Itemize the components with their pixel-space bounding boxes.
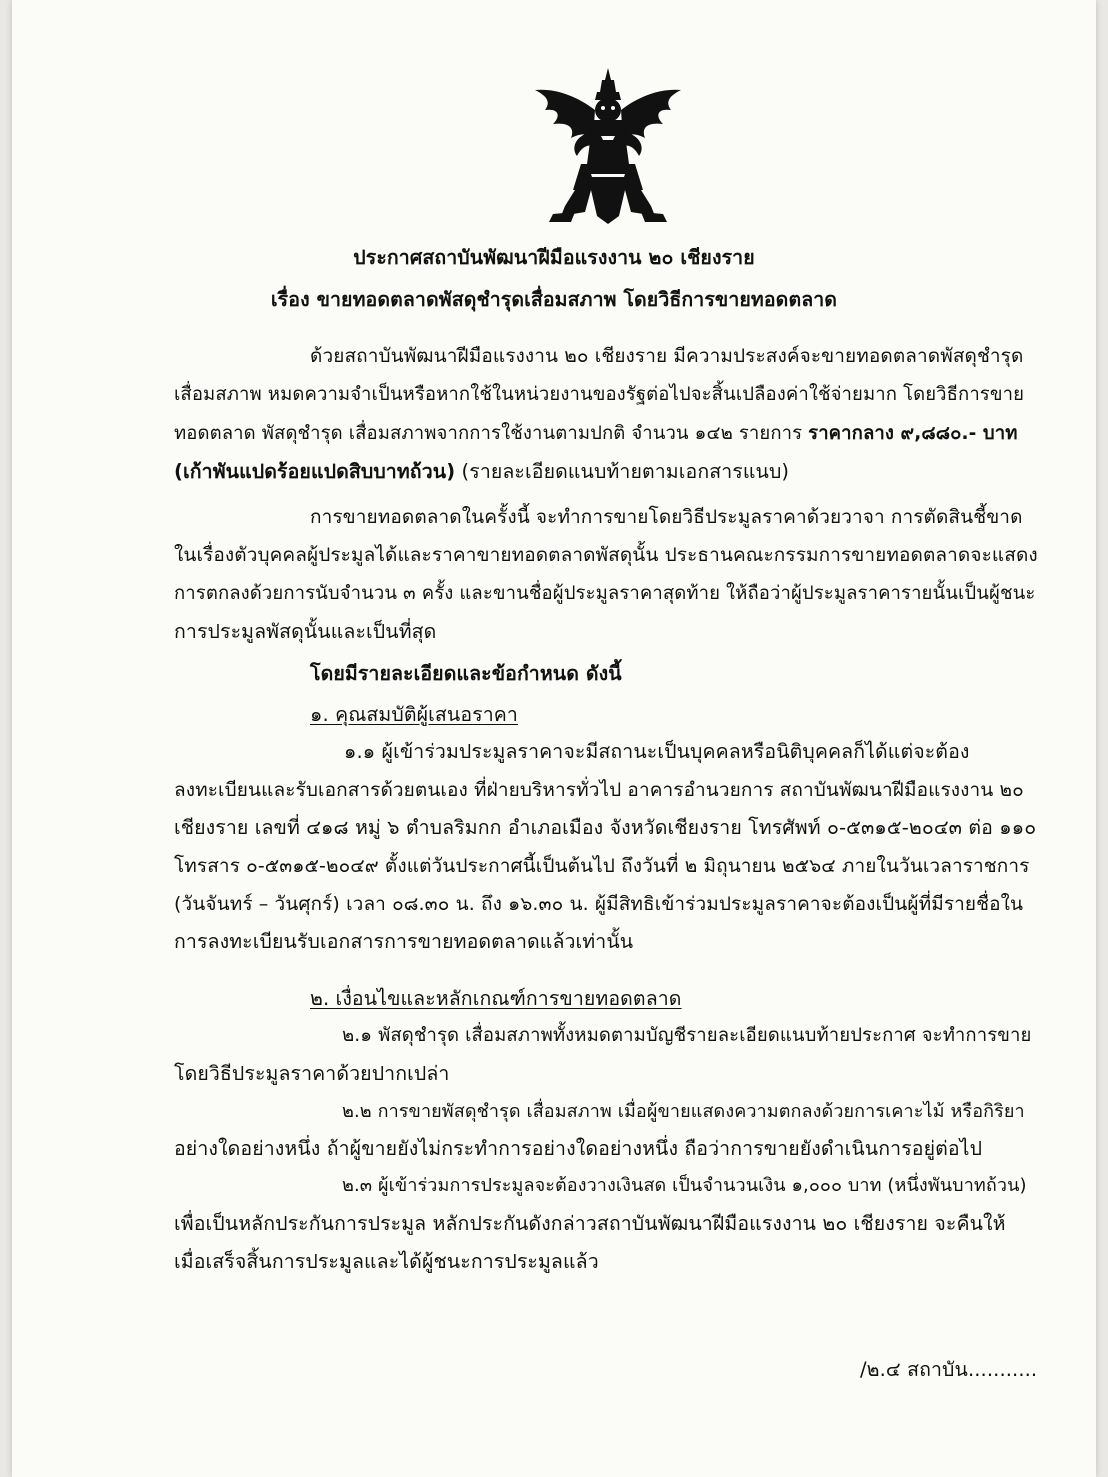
garuda-emblem-icon xyxy=(531,66,685,226)
para2-line-3: การตกลงด้วยการนับจำนวน ๓ ครั้ง และขานชื่อผู้ประมูลราคาสุดท้าย ให้ถือว่าผู้ประมูลราคารายนั้นเป็นผู้ชนะ xyxy=(174,583,1036,604)
page-title: ประกาศสถาบันพัฒนาฝีมือแรงงาน ๒๐ เชียงราย xyxy=(353,246,755,269)
section-2-heading: ๒. เงื่อนไขและหลักเกณฑ์การขายทอดตลาด xyxy=(310,987,682,1010)
item-2-3-line-3: เมื่อเสร็จสิ้นการประมูลและได้ผู้ชนะการประมูลแล้ว xyxy=(174,1250,599,1273)
item-1-1-line-5: (วันจันทร์ – วันศุกร์) เวลา ๐๘.๓๐ น. ถึง ๑๖.๓๐ น. ผู้มีสิทธิเข้าร่วมประมูลราคาจะต้องเป็นผู้ที่มีรายชื่อใน xyxy=(174,893,1024,915)
item-2-3-line-1: ๒.๓ ผู้เข้าร่วมการประมูลจะต้องวางเงินสด เป็นจำนวนเงิน ๑,๐๐๐ บาท (หนึ่งพันบาทถ้วน) xyxy=(342,1175,1027,1196)
item-1-1-line-3: เชียงราย เลขที่ ๔๑๘ หมู่ ๖ ตำบลริมกก อำเภอเมือง จังหวัดเชียงราย โทรศัพท์ ๐-๕๓๑๕-๒๐๔๓ ต่อ ๑๑๐ xyxy=(174,816,1037,839)
subject-line: เรื่อง ขายทอดตลาดพัสดุชำรุดเสื่อมสภาพ โดยวิธีการขายทอดตลาด xyxy=(270,288,838,311)
section-1-heading: ๑. คุณสมบัติผู้เสนอราคา xyxy=(310,703,518,726)
reference-price: ราคากลาง ๙,๘๘๐.- บาท xyxy=(808,423,1018,444)
intro-line-3 xyxy=(174,420,1018,448)
item-2-2-line-1: ๒.๒ การขายพัสดุชำรุด เสื่อมสภาพ เมื่อผู้ขายแสดงความตกลงด้วยการเคาะไม้ หรือกิริยา xyxy=(342,1101,1025,1122)
item-2-2-line-2: อย่างใดอย่างหนึ่ง ถ้าผู้ขายยังไม่กระทำการอย่างใดอย่างหนึ่ง ถือว่าการขายยังดำเนินการอยู่ต่อไป xyxy=(174,1137,983,1160)
intro-line-1: ด้วยสถาบันพัฒนาฝีมือแรงงาน ๒๐ เชียงราย มีความประสงค์จะขายทอดตลาดพัสดุชำรุด xyxy=(310,345,1024,367)
details-heading: โดยมีรายละเอียดและข้อกำหนด ดังนี้ xyxy=(310,662,622,685)
item-2-1-line-2: โดยวิธีประมูลราคาด้วยปากเปล่า xyxy=(174,1062,450,1085)
item-2-1-line-1: ๒.๑ พัสดุชำรุด เสื่อมสภาพทั้งหมดตามบัญชีรายละเอียดแนบท้ายประกาศ จะทำการขาย xyxy=(342,1025,1032,1046)
para2-line-1: การขายทอดตลาดในครั้งนี้ จะทำการขายโดยวิธีประมูลราคาด้วยวาจา การตัดสินชี้ขาด xyxy=(310,506,1023,528)
document-page xyxy=(12,0,1096,1477)
item-1-1-line-1: ๑.๑ ผู้เข้าร่วมประมูลราคาจะมีสถานะเป็นบุคคลหรือนิติบุคคลก็ได้แต่จะต้อง xyxy=(344,740,970,763)
reference-price-words: (เก้าพันแปดร้อยแปดสิบบาทถ้วน) xyxy=(174,460,456,483)
item-1-1-line-4: โทรสาร ๐-๕๓๑๕-๒๐๔๙ ตั้งแต่วันประกาศนี้เป็นต้นไป ถึงวันที่ ๒ มิถุนายน ๒๕๖๔ ภายในวันเวลาราชการ xyxy=(174,855,1030,877)
attachment-note: (รายละเอียดแนบท้ายตามเอกสารแนบ) xyxy=(461,460,790,483)
item-2-3-line-2: เพื่อเป็นหลักประกันการประมูล หลักประกันดังกล่าวสถาบันพัฒนาฝีมือแรงงาน ๒๐ เชียงราย จะคืนให้ xyxy=(174,1212,1006,1235)
para2-line-2: ในเรื่องตัวบุคคลผู้ประมูลได้และราคาขายทอดตลาดพัสดุนั้น ประธานคณะกรรมการขายทอดตลาดจะแสดง xyxy=(174,544,1038,566)
item-1-1-line-2: ลงทะเบียนและรับเอกสารด้วยตนเอง ที่ฝ่ายบริหารทั่วไป อาคารอำนวยการ สถาบันพัฒนาฝีมือแรงงาน ๒๐ xyxy=(174,779,1024,801)
intro-line-2: เสื่อมสภาพ หมดความจำเป็นหรือหากใช้ในหน่วยงานของรัฐต่อไปจะสิ้นเปลืองค่าใช้จ่ายมาก โดยวิธีการขาย xyxy=(174,384,1025,405)
item-1-1-line-6: การลงทะเบียนรับเอกสารการขายทอดตลาดแล้วเท่านั้น xyxy=(174,930,634,953)
intro-line-4 xyxy=(174,458,789,486)
para2-line-4: การประมูลพัสดุนั้นและเป็นที่สุด xyxy=(174,620,437,643)
intro-line-3-text: ทอดตลาด พัสดุชำรุด เสื่อมสภาพจากการใช้งานตามปกติ จำนวน ๑๔๒ รายการ xyxy=(174,423,803,444)
page-continuation: /๒.๔ สถาบัน........... xyxy=(860,1358,1038,1381)
